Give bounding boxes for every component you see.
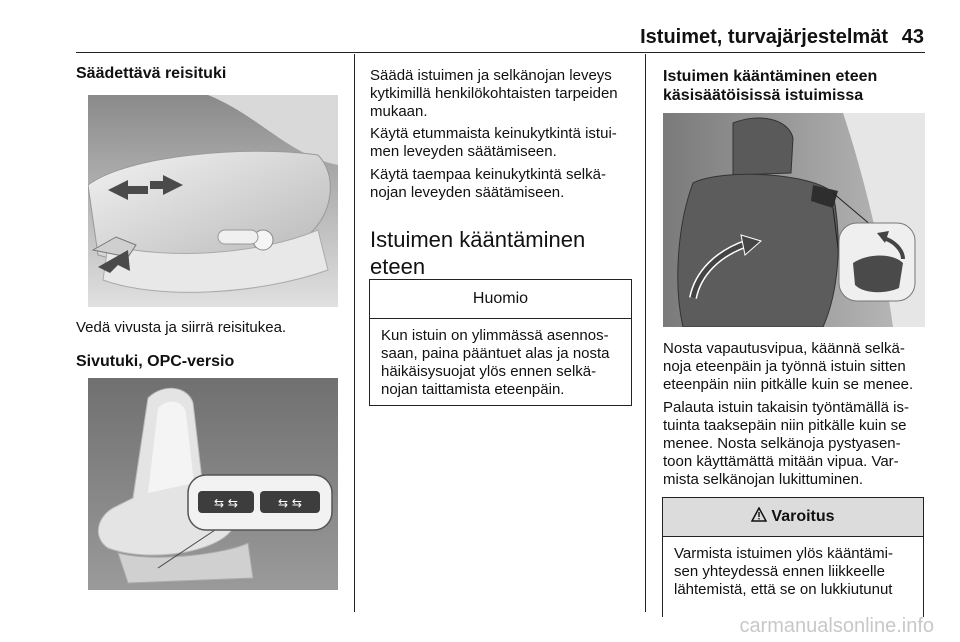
- bolster-paragraph-1: Säädä istuimen ja selkänojan leveys kytkimillä henkilökohtaisten tarpeiden mukaan.: [370, 67, 618, 120]
- thigh-support-figure: [88, 95, 338, 307]
- warning-header: [663, 498, 923, 537]
- note-box: [369, 279, 632, 406]
- warning-text: Varmista istuimen ylös kääntämi- sen yhteydessä ennen liikkeelle lähtemistä, että se on lukkiutunut: [674, 545, 893, 598]
- heading-side-bolster: Sivutuki, OPC-versio: [76, 353, 235, 370]
- heading-thigh-support: Säädettävä reisituki: [76, 65, 227, 82]
- column-divider-right: [645, 54, 646, 612]
- heading-fold-forward: Istuimen kääntäminen eteen: [370, 227, 586, 279]
- bolster-button-rear-label: ⇆ ⇆: [278, 496, 302, 510]
- seat-fold-figure: [663, 113, 925, 327]
- bolster-paragraph-3: Käytä taempaa keinukytkintä selkä- nojan leveyden säätämiseen.: [370, 166, 606, 201]
- warning-title: Varoitus: [771, 508, 835, 525]
- side-bolster-figure: [88, 378, 338, 590]
- page-header-title: Istuimet, turvajärjestelmät: [640, 26, 888, 48]
- fold-paragraph-2: Palauta istuin takaisin työntämällä is- tuinta taaksepäin niin pitkälle kuin se menee. Nosta selkänoja pystyasen- toon käyttämättä mitään vipua. Var- mista selkänojan lukittuminen.: [663, 399, 909, 488]
- bolster-paragraph-2: Käytä etummaista keinukytkintä istui- men leveyden säätämiseen.: [370, 125, 617, 160]
- heading-manual-fold: Istuimen kääntäminen eteen käsisäätöisissä istuimissa: [663, 68, 878, 104]
- watermark: carmanualsonline.info: [739, 615, 934, 637]
- column-divider-left: [354, 54, 355, 612]
- header-rule: [76, 52, 925, 53]
- note-title: Huomio: [370, 280, 631, 319]
- page-number: 43: [901, 26, 924, 48]
- note-text: Kun istuin on ylimmässä asennos- saan, paina pääntuet alas ja nosta häikäisysuojat ylös ennen selkä- nojan taittamista eteenpäin.: [381, 327, 610, 398]
- warning-box: [662, 497, 924, 617]
- warning-triangle-icon: [751, 507, 767, 527]
- fold-paragraph-1: Nosta vapautusvipua, käännä selkä- noja eteenpäin ja työnnä istuin sitten eteenpäin niin pitkälle kuin se menee.: [663, 340, 914, 393]
- thigh-support-caption: Vedä vivusta ja siirrä reisitukea.: [76, 319, 287, 336]
- bolster-button-front-label: ⇆ ⇆: [214, 496, 238, 510]
